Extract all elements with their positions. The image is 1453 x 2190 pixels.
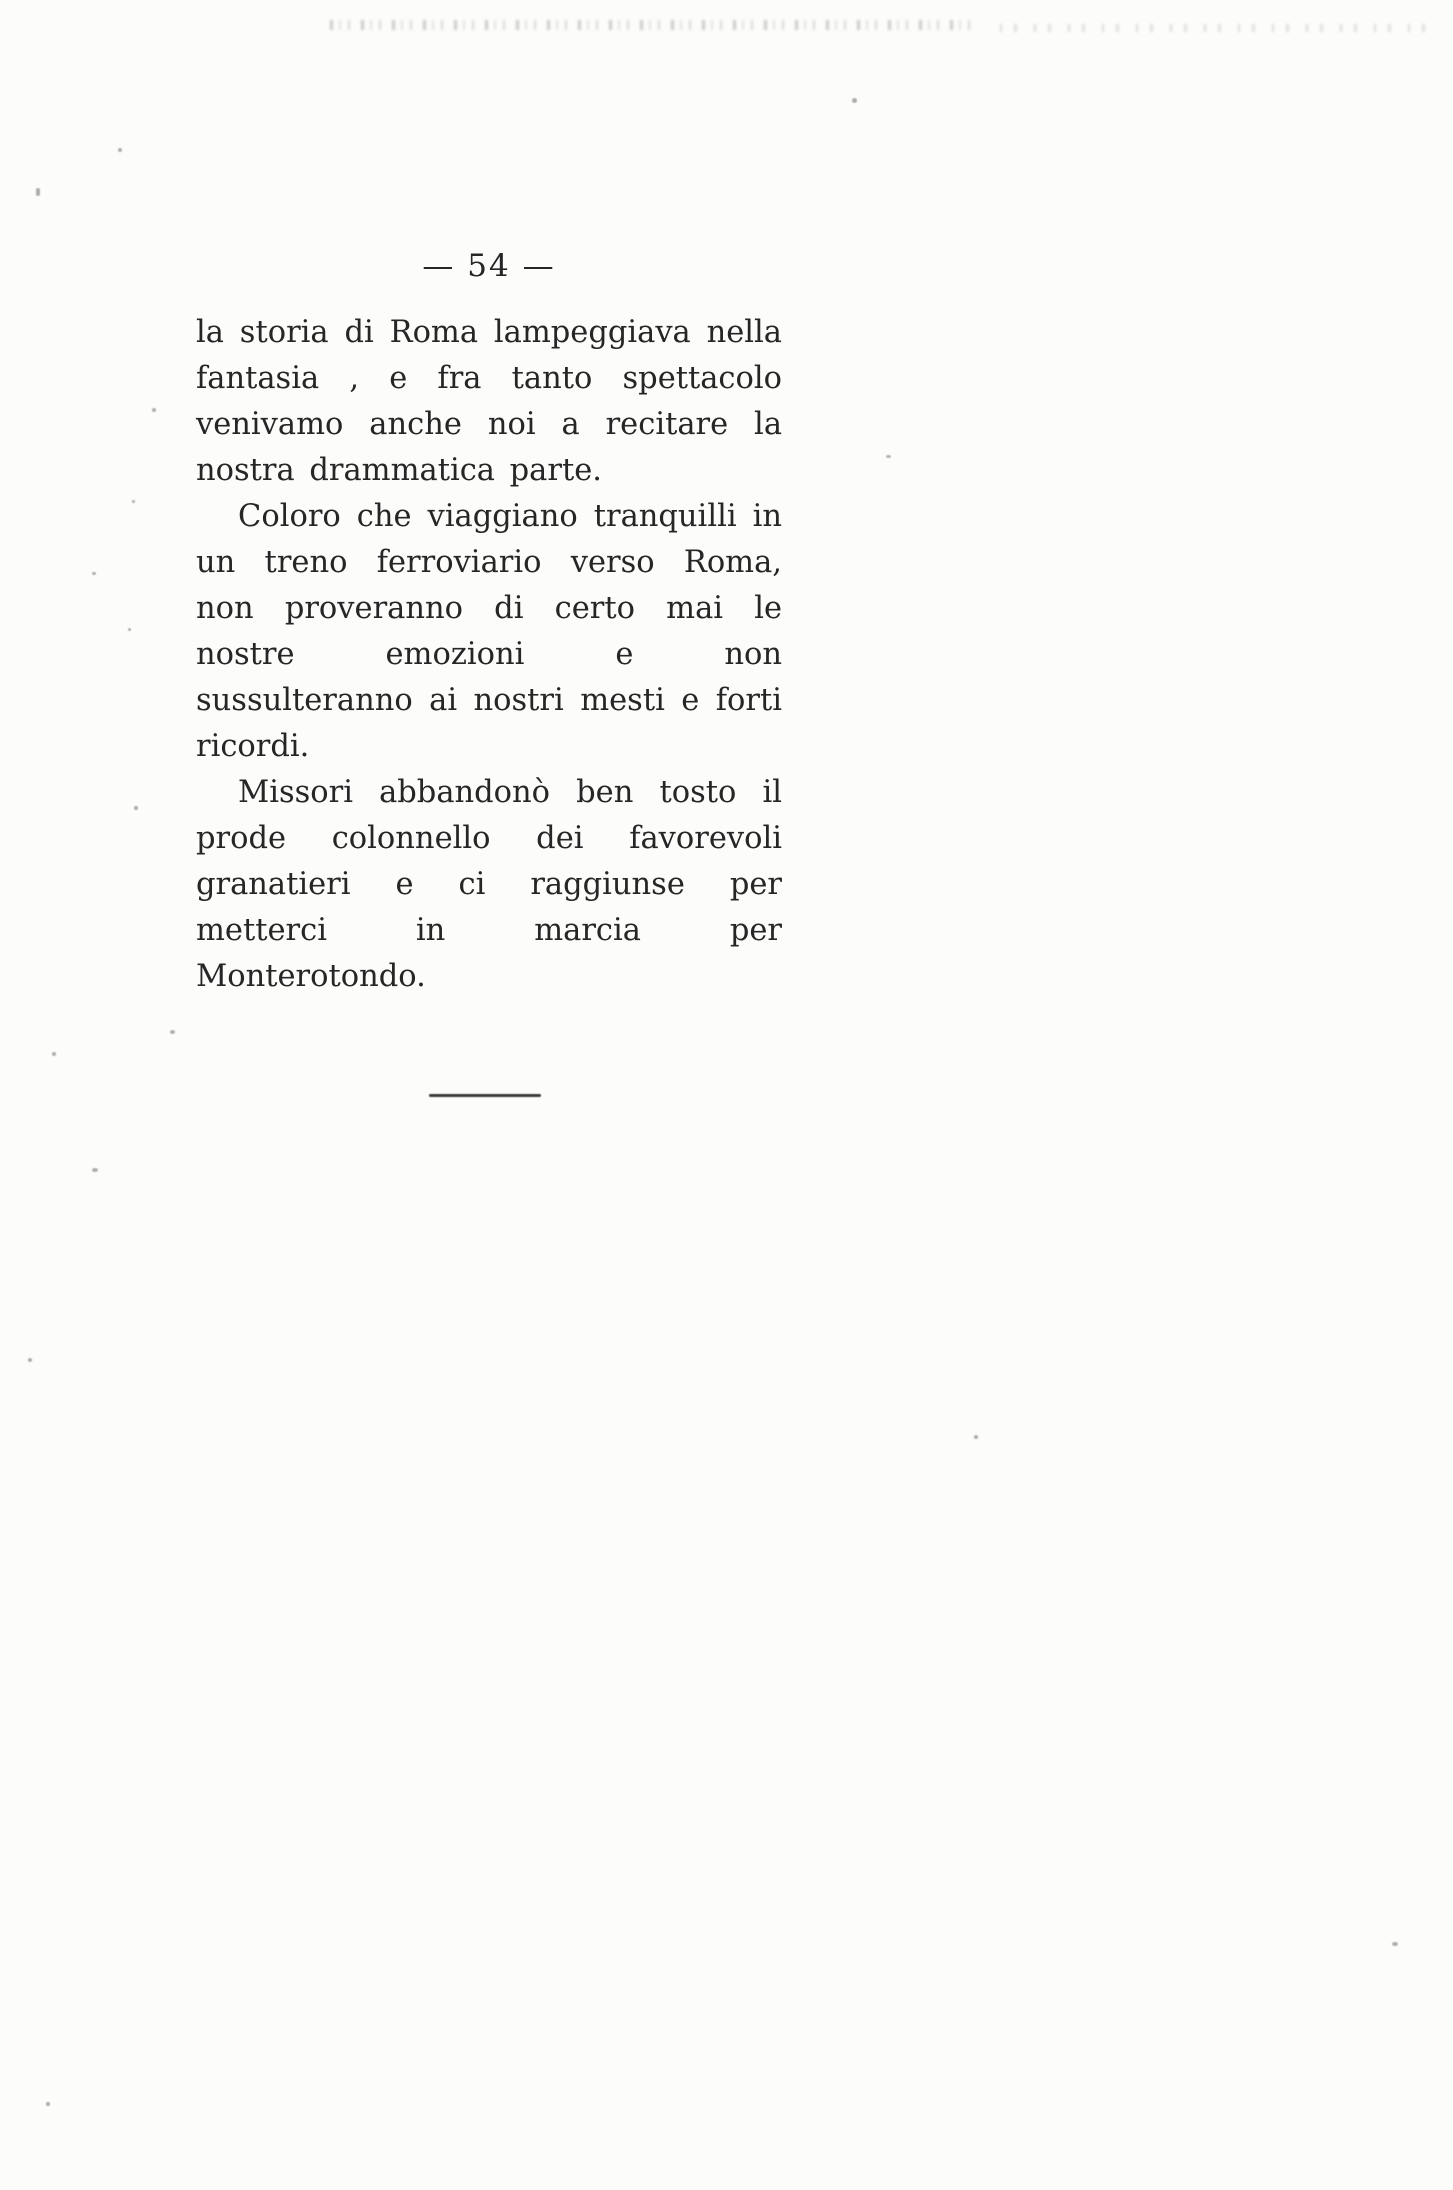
speck [52,1052,56,1056]
section-separator-rule [429,1094,541,1097]
speck [1392,1942,1398,1946]
text-block [196,248,782,1000]
page-number: — 54 — [422,248,556,284]
speck [886,455,891,458]
speck [974,1435,978,1439]
speck [852,98,857,103]
speck [128,628,131,631]
paragraph: Missori abbandonò ben tosto il prode colonnello dei favorevoli granatieri e ci raggiunse per metterci in marcia per Monterotondo. [196,775,782,994]
scan-noise-band [330,20,970,30]
speck [152,408,156,412]
paragraph: Coloro che viaggiano tranquilli in un treno ferroviario verso Roma, non proveranno di certo mai le nostre emozioni e non sussulteranno ai nostri mesti e forti ricordi. [196,499,782,764]
speck [46,2102,50,2106]
speck [92,1168,98,1172]
speck [92,572,96,575]
speck [132,500,135,503]
paragraph: la storia di Roma lampeggiava nella fantasia , e fra tanto spettacolo venivamo anche noi a recitare la nostra drammatica parte. [196,315,782,488]
speck [118,148,122,152]
scan-noise-band [1000,24,1430,32]
speck [28,1358,32,1362]
speck [36,188,40,196]
speck [170,1030,175,1034]
speck [134,806,138,810]
